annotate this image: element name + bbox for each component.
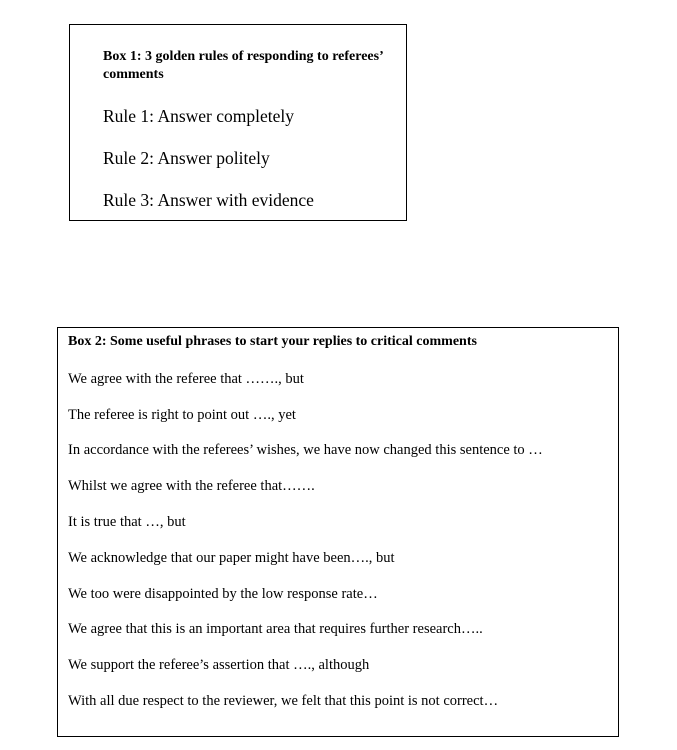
useful-phrases-box xyxy=(57,327,619,737)
useful-phrases-title: Box 2: Some useful phrases to start your replies to critical comments xyxy=(68,334,477,349)
rule-2: Rule 2: Answer politely xyxy=(103,148,270,168)
rule-1: Rule 1: Answer completely xyxy=(103,106,295,126)
golden-rules-box xyxy=(69,24,407,221)
phrase-4: Whilst we agree with the referee that……. xyxy=(68,478,315,494)
phrase-10: With all due respect to the reviewer, we felt that this point is not correct… xyxy=(68,693,499,709)
rule-3: Rule 3: Answer with evidence xyxy=(103,190,314,210)
phrase-3: In accordance with the referees’ wishes, we have now changed this sentence to … xyxy=(68,442,543,458)
phrase-8: We agree that this is an important area that requires further research….. xyxy=(68,621,483,637)
phrase-7: We too were disappointed by the low response rate… xyxy=(68,586,378,602)
phrase-5: It is true that …, but xyxy=(68,514,186,530)
phrase-2: The referee is right to point out …., yet xyxy=(68,407,296,423)
phrase-6: We acknowledge that our paper might have been…., but xyxy=(68,550,395,566)
phrase-1: We agree with the referee that ……., but xyxy=(68,371,304,387)
golden-rules-title: Box 1: 3 golden rules of responding to referees’ comments xyxy=(103,49,383,82)
phrase-9: We support the referee’s assertion that …., although xyxy=(68,657,370,673)
